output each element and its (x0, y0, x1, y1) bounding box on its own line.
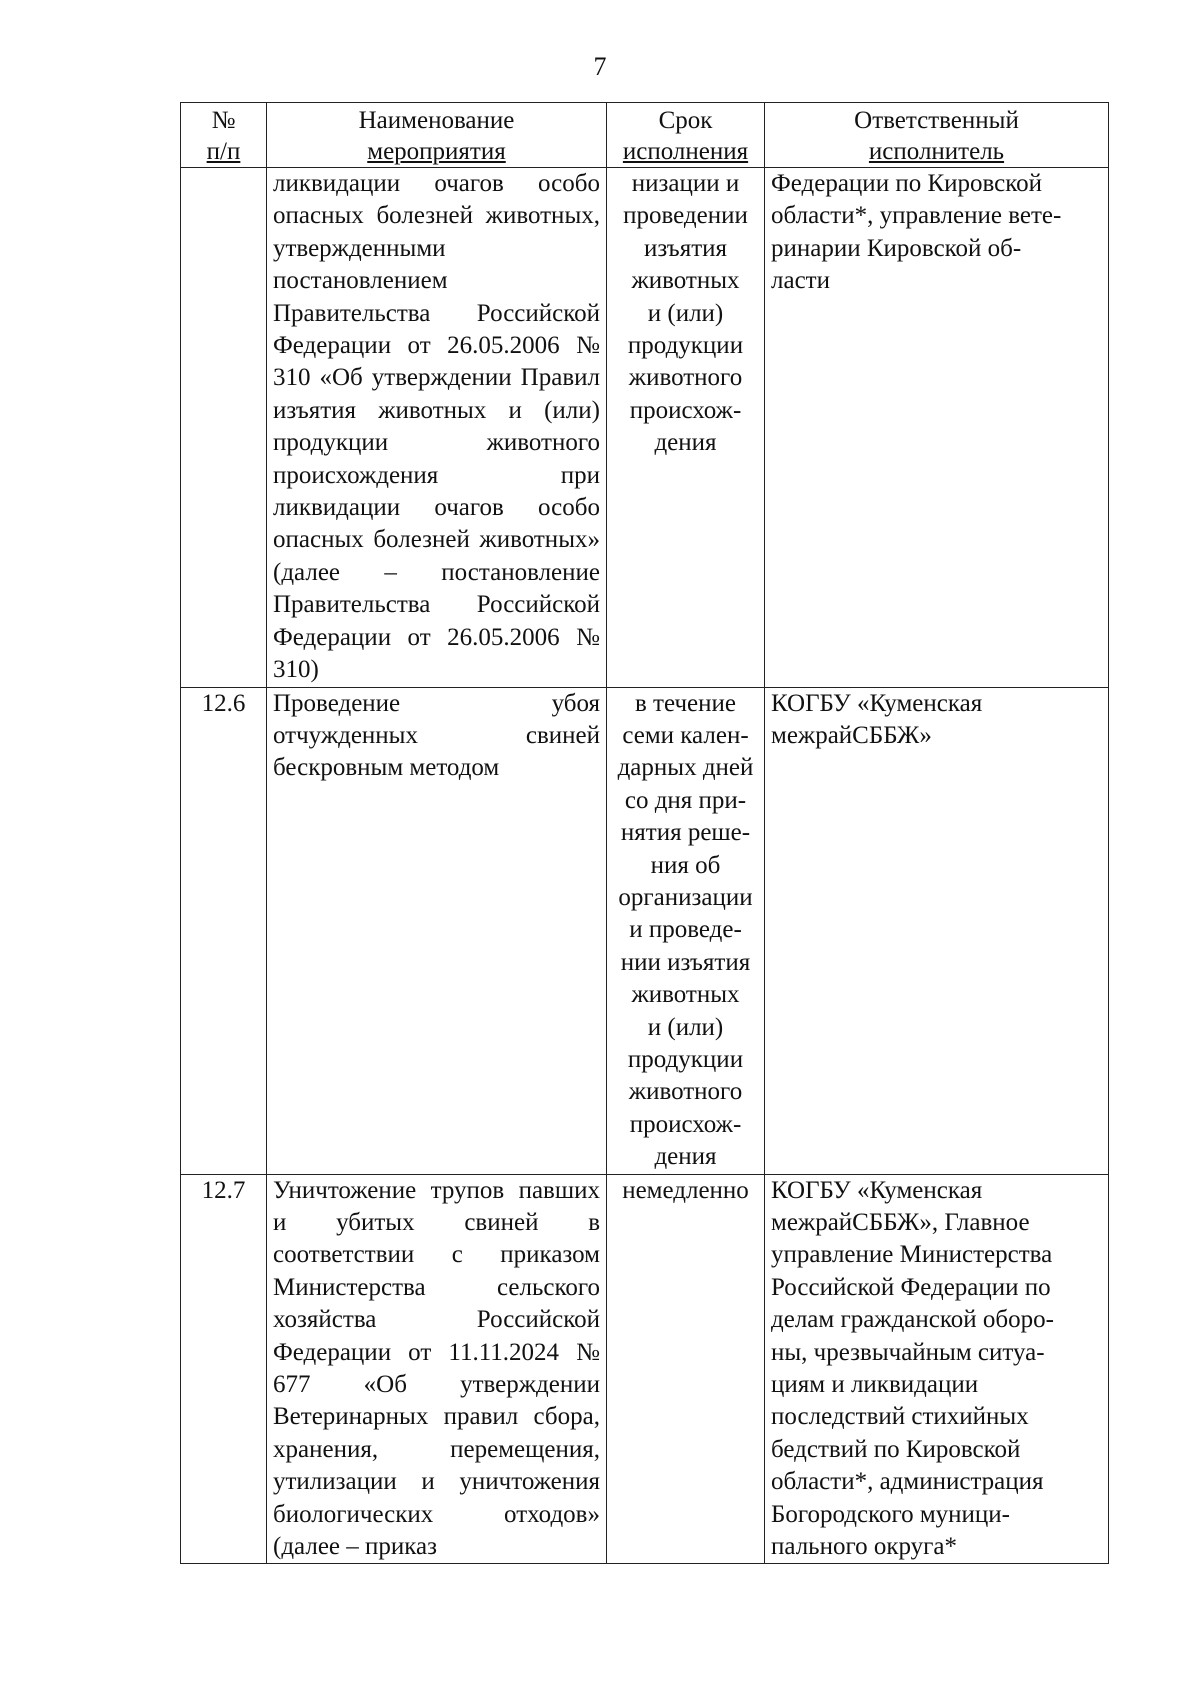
header-number-line-2: п/п (206, 138, 241, 165)
header-term-line-1: Срок (658, 107, 713, 134)
header-term (607, 103, 765, 168)
row-term (607, 1174, 765, 1564)
row-responsible (765, 687, 1109, 1174)
row-term-text: в течение семи кален- дарных дней со дня при- нятия реше- ния об организации и проведе- нии изъятия животных и (или) продукции животного происхож- дения (617, 689, 754, 1171)
page-number: 7 (593, 52, 607, 81)
row-number: 12.6 (181, 687, 267, 1174)
row-term (607, 687, 765, 1174)
row-responsible-text: КОГБУ «Куменская межрайСББЖ», Главное управление Министерства Российской Федерации по делам гражданской оборо- ны, чрезвычайным ситуа- циям и ликвидации последствий стихийных бедствий по Кировской области*, администрация Богородского муници- пального округа* (771, 1176, 1054, 1561)
header-number (181, 103, 267, 168)
row-activity-name-text: Уничтожение трупов павших и убитых свиней в соответствии с приказом Министерства сельского хозяйства Российской Федерации от 11.11.2024 № 677 «Об утверждении Ветеринарных правил сбора, хранения, перемещения, утилизации и уничтожения биологических отходов» (далее – приказ (273, 1176, 600, 1561)
table-row (181, 687, 1109, 1174)
table-row (181, 1174, 1109, 1564)
header-responsible-line-2: исполнитель (868, 138, 1005, 165)
row-term-text: немедленно (622, 1176, 749, 1204)
row-responsible (765, 1174, 1109, 1564)
row-activity-name-text: Проведение убоя отчужденных свиней бескровным методом (273, 689, 600, 782)
row-activity-name (267, 1174, 607, 1564)
header-term-line-2: исполнения (622, 138, 749, 165)
row-number: 12.7 (181, 1174, 267, 1564)
row-term-text: низации и проведении изъятия животных и (или) продукции животного происхож- дения (623, 170, 748, 457)
header-responsible-line-1: Ответственный (854, 107, 1019, 134)
row-activity-name-text: ликвидации очагов особо опасных болезней животных, утвержденными постановлением Правительства Российской Федерации от 26.05.2006 № 310 «Об утверждении Правил изъятия животных и (или) продукции животного происхождения при ликвидации очагов особо опасных болезней животных» (далее – постановление Правительства Российской Федерации от 26.05.2006 № 310) (273, 170, 600, 684)
row-activity-name (267, 168, 607, 688)
table-header-row (181, 103, 1109, 168)
header-responsible (765, 103, 1109, 168)
header-activity-name (267, 103, 607, 168)
row-responsible (765, 168, 1109, 688)
row-responsible-text: КОГБУ «Куменская межрайСББЖ» (771, 689, 983, 749)
table-row (181, 168, 1109, 688)
row-term (607, 168, 765, 688)
header-activity-name-line-2: мероприятия (367, 138, 506, 165)
activities-table (180, 102, 1109, 1564)
row-activity-name (267, 687, 607, 1174)
row-number (181, 168, 267, 688)
header-number-line-1: № (211, 107, 236, 134)
row-responsible-text: Федерации по Кировской области*, управление вете- ринарии Кировской об- ласти (771, 170, 1062, 295)
header-activity-name-line-1: Наименование (358, 107, 515, 134)
